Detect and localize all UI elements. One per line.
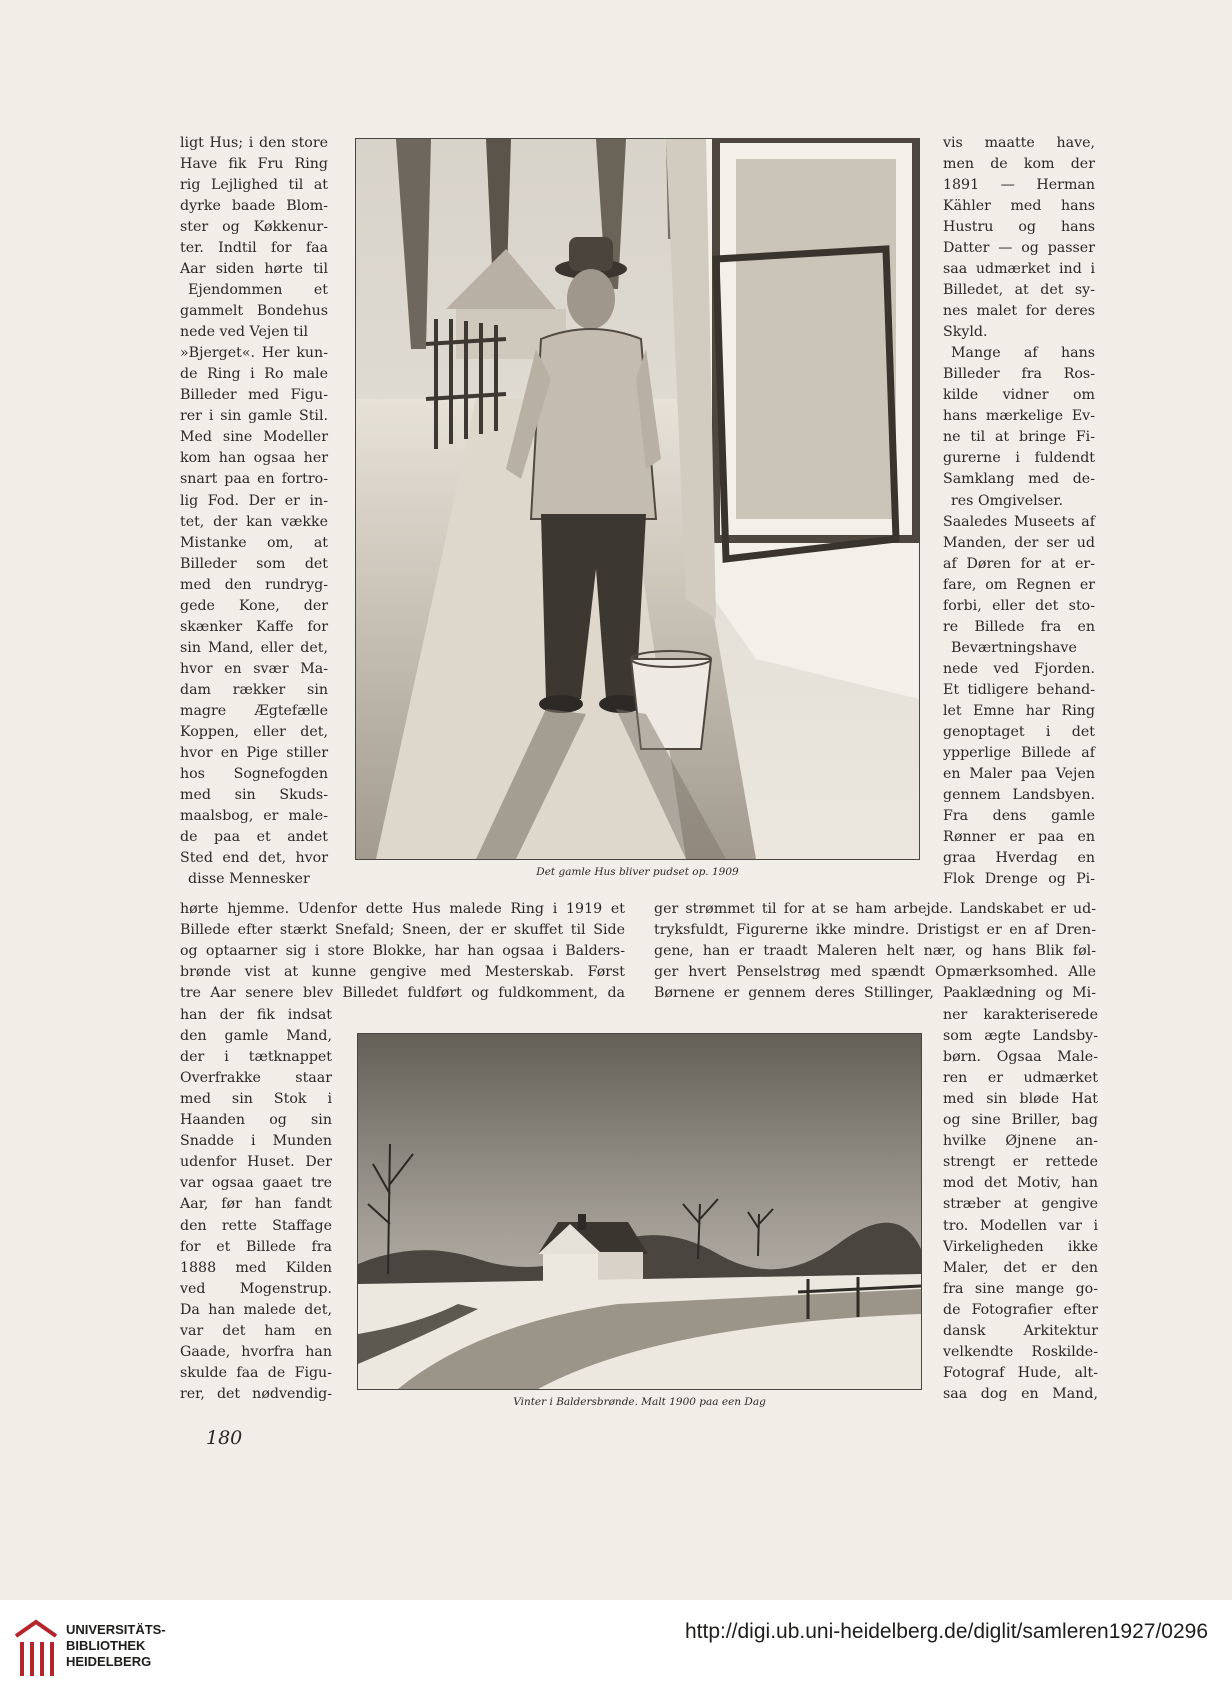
text-line: 1888 med Kilden — [180, 1259, 332, 1276]
text-line: Snadde i Munden — [180, 1133, 332, 1150]
text-line: en Maler paa Vejen — [943, 765, 1095, 782]
text-line: Saaledes Museets af — [943, 513, 1095, 530]
text-line: nes malet for deres — [943, 303, 1095, 320]
text-line: Rønner er paa en — [943, 828, 1095, 845]
text-line: hvor en Pige stiller — [180, 744, 328, 761]
text-line: de paa et andet — [180, 828, 328, 845]
text-line: Kähler med hans — [943, 198, 1095, 215]
text-line: Billeder med Figu- — [180, 387, 328, 404]
text-line: Aar siden hørte til — [180, 261, 328, 278]
text-line: gene, han er traadt Maleren helt nær, og hans Blik føl- — [654, 943, 1096, 959]
text-line: disse Mennesker — [188, 871, 310, 888]
text-line: Et tidligere behand- — [943, 681, 1095, 698]
text-line: forbi, eller det sto- — [943, 597, 1095, 614]
text-line: gammelt Bondehus — [180, 303, 328, 320]
text-line: saa udmærket ind i — [943, 261, 1095, 278]
text-line: saa dog en Mand, — [943, 1385, 1098, 1402]
text-line: Beværtningshave — [951, 639, 1077, 656]
text-line: ved Mogenstrup. — [180, 1280, 332, 1297]
text-line: mod det Motiv, han — [943, 1175, 1098, 1192]
text-line: han der fik indsat — [180, 1007, 332, 1023]
text-line: ter. Indtil for faa — [180, 240, 328, 257]
text-line: og optaarner sig i store Blokke, har han ogsaa i Balders- — [180, 943, 625, 959]
text-line: men de kom der — [943, 156, 1095, 173]
text-line: velkendte Roskilde- — [943, 1343, 1098, 1360]
text-line: med den rundryg- — [180, 576, 328, 593]
figure-caption-top: Det gamle Hus bliver pudset op. 1909 — [536, 866, 739, 878]
text-line: Med sine Modeller — [180, 429, 328, 446]
text-line: hans mærkelige Ev- — [943, 408, 1095, 425]
text-line: nede ved Vejen til — [180, 324, 309, 341]
text-line: Billeder fra Ros- — [943, 366, 1095, 383]
text-line: ger hvert Penselstrøg med spændt Opmærksomhed. Alle — [654, 964, 1096, 980]
text-line: tryksfuldt, Figurerne ikke mindre. Dristigst er en af Dren- — [654, 922, 1096, 938]
text-line: for et Billede fra — [180, 1238, 332, 1255]
text-line: Billeder som det — [180, 555, 328, 572]
text-line: Billedet, at det sy- — [943, 282, 1095, 299]
text-line: hørte hjemme. Udenfor dette Hus malede Ring i 1919 et — [180, 901, 625, 917]
text-line: gede Kone, der — [180, 597, 328, 614]
text-line: stræber at gengive — [943, 1196, 1098, 1213]
painting-old-house-image — [356, 139, 919, 859]
text-line: gurerne i fuldendt — [943, 450, 1095, 467]
text-line: Koppen, eller det, — [180, 723, 328, 740]
text-line: med sin Stok i — [180, 1091, 332, 1108]
painting-winter-image — [358, 1034, 921, 1389]
text-line: tet, der kan vække — [180, 513, 328, 530]
text-line: Hustru og hans — [943, 219, 1095, 236]
text-line: lig Fod. Der er in- — [180, 492, 328, 509]
text-line: magre Ægtefælle — [180, 702, 328, 719]
text-line: »Bjerget«. Her kun- — [180, 345, 328, 362]
text-line: ner karakteriserede — [943, 1007, 1098, 1023]
text-line: Manden, der ser ud — [943, 534, 1095, 551]
text-line: rer, det nødvendig- — [180, 1385, 332, 1402]
text-line: fra sine mange go- — [943, 1280, 1098, 1297]
text-line: Mistanke om, at — [180, 534, 328, 551]
text-line: gennem Landsbyen. — [943, 786, 1095, 803]
text-line: hvilke Øjnene an- — [943, 1133, 1098, 1150]
text-line: var ogsaa gaaet tre — [180, 1175, 332, 1192]
library-logo-icon — [12, 1614, 60, 1682]
text-line: tro. Modellen var i — [943, 1217, 1098, 1234]
text-line: Fra dens gamle — [943, 807, 1095, 824]
text-line: ster og Køkkenur- — [180, 219, 328, 236]
figure-caption-bottom: Vinter i Baldersbrønde. Malt 1900 paa een Dag — [513, 1396, 766, 1408]
text-line: Skyld. — [943, 324, 988, 341]
text-line: kom han ogsaa her — [180, 450, 328, 467]
text-line: ger strømmet til for at se ham arbejde. Landskabet er ud- — [654, 901, 1096, 917]
library-name: UNIVERSITÄTS- BIBLIOTHEK HEIDELBERG — [66, 1622, 166, 1669]
text-line: kilde vidner om — [943, 387, 1095, 404]
text-line: let Emne har Ring — [943, 702, 1095, 719]
text-line: vis maatte have, — [943, 135, 1095, 151]
text-line: strengt er rettede — [943, 1154, 1098, 1171]
text-line: Aar, før han fandt — [180, 1196, 332, 1213]
text-line: fare, om Regnen er — [943, 576, 1095, 593]
painting-winter-baldersbronde — [357, 1033, 922, 1390]
text-line: Maler, det er den — [943, 1259, 1098, 1276]
footer-bar — [0, 1600, 1232, 1692]
text-line: med sin Skuds- — [180, 786, 328, 803]
text-line: Da han malede det, — [180, 1301, 332, 1318]
text-line: nede ved Fjorden. — [943, 660, 1095, 677]
text-line: sin Mand, eller det, — [180, 639, 328, 656]
text-line: Have fik Fru Ring — [180, 156, 328, 173]
text-line: der i tætknappet — [180, 1049, 332, 1066]
text-line: 1891 — Herman — [943, 177, 1095, 194]
text-line: af Døren for at er- — [943, 555, 1095, 572]
text-line: som ægte Landsby- — [943, 1028, 1098, 1045]
text-line: tre Aar senere blev Billedet fuldført og fuldkomment, da — [180, 985, 625, 1001]
text-line: med sin bløde Hat — [943, 1091, 1098, 1108]
text-line: skænker Kaffe for — [180, 618, 328, 635]
text-line: de Ring i Ro male — [180, 366, 328, 383]
text-line: snart paa en fortro- — [180, 471, 328, 488]
painting-old-house — [355, 138, 920, 860]
text-line: hos Sognefogden — [180, 765, 328, 782]
text-line: Samklang med de- — [943, 471, 1095, 488]
text-line: ren er udmærket — [943, 1070, 1098, 1087]
text-line: dansk Arkitektur — [943, 1322, 1098, 1339]
source-url[interactable]: http://digi.ub.uni-heidelberg.de/diglit/samleren1927/0296 — [684, 1620, 1208, 1643]
text-line: Gaade, hvorfra han — [180, 1343, 332, 1360]
text-line: den rette Staffage — [180, 1217, 332, 1234]
text-line: graa Hverdag en — [943, 850, 1095, 867]
text-line: var det ham en — [180, 1322, 332, 1339]
text-line: ne til at bringe Fi- — [943, 429, 1095, 446]
text-line: rig Lejlighed til at — [180, 177, 328, 194]
text-line: hvor en svær Ma- — [180, 660, 328, 677]
text-line: Børnene er gennem deres Stillinger, Paaklædning og Mi- — [654, 985, 1096, 1001]
text-line: Flok Drenge og Pi- — [943, 871, 1095, 888]
text-line: og sine Briller, bag — [943, 1112, 1098, 1129]
text-line: Overfrakke staar — [180, 1070, 332, 1087]
text-line: ypperlige Billede af — [943, 744, 1095, 761]
text-line: Haanden og sin — [180, 1112, 332, 1129]
text-line: udenfor Huset. Der — [180, 1154, 332, 1171]
text-line: Fotograf Hude, alt- — [943, 1364, 1098, 1381]
page-number: 180 — [206, 1427, 243, 1449]
text-line: re Billede fra en — [943, 618, 1095, 635]
text-line: børn. Ogsaa Male- — [943, 1049, 1098, 1066]
text-line: maalsbog, er male- — [180, 807, 328, 824]
text-line: res Omgivelser. — [951, 492, 1064, 509]
text-line: Ejendommen et — [188, 282, 328, 299]
text-line: genoptaget i det — [943, 723, 1095, 740]
text-line: rer i sin gamle Stil. — [180, 408, 328, 425]
text-line: skulde faa de Figu- — [180, 1364, 332, 1381]
text-line: brønde vist at kunne gengive med Mesterskab. Først — [180, 964, 625, 980]
text-line: dyrke baade Blom- — [180, 198, 328, 215]
text-line: Datter — og passer — [943, 240, 1095, 257]
text-line: ligt Hus; i den store — [180, 135, 328, 151]
text-line: Sted end det, hvor — [180, 850, 328, 867]
text-line: dam rækker sin — [180, 681, 328, 698]
text-line: Mange af hans — [951, 345, 1095, 362]
text-line: de Fotografier efter — [943, 1301, 1098, 1318]
text-line: Billede efter stærkt Snefald; Sneen, der er skuffet til Side — [180, 922, 625, 938]
text-line: Virkeligheden ikke — [943, 1238, 1098, 1255]
text-line: den gamle Mand, — [180, 1028, 332, 1045]
